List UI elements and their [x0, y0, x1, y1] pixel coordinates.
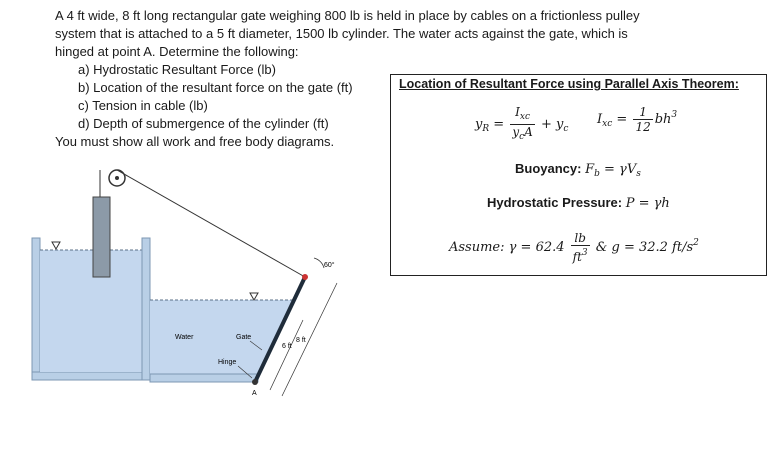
- free-surface-marker: [52, 242, 60, 249]
- problem-line: system that is attached to a 5 ft diameter, 1500 lb cylinder. The water acts against the gate, which is: [55, 26, 628, 41]
- eq-subscript: c: [519, 132, 525, 142]
- point-a-label: A: [252, 390, 257, 397]
- eq-text: y: [475, 117, 483, 132]
- fraction: [633, 105, 652, 134]
- eq-subscript: c: [563, 124, 569, 134]
- fraction: [571, 231, 590, 264]
- pulley-axle: [115, 176, 119, 180]
- fraction: [510, 105, 535, 144]
- eq-subscript: b: [594, 169, 600, 179]
- angle-label: 60°: [324, 262, 335, 269]
- eq-text: bh: [654, 112, 672, 127]
- assumption-equation: [449, 231, 699, 264]
- question-item: a) Hydrostatic Resultant Force (lb): [78, 62, 276, 77]
- hinge-label: Hinge: [218, 359, 237, 366]
- question-item: c) Tension in cable (lb): [78, 98, 208, 113]
- eq-text: I: [515, 105, 520, 119]
- hinge-point: [252, 379, 258, 385]
- question-item: d) Depth of submergence of the cylinder (ft): [78, 116, 329, 131]
- eq-text: y: [512, 125, 520, 139]
- moment-of-inertia-equation: $I_{xc}$ = $\frac{1}{12}$ $bh^3$: [597, 105, 678, 134]
- eq-text: Assume: γ = 62.4: [449, 240, 565, 255]
- problem-line: A 4 ft wide, 8 ft long rectangular gate weighing 800 lb is held in place by cables on a frictionless pulley: [55, 8, 640, 23]
- resultant-location-equation: $y_R$ = $\frac{I_{xc}}{y_cA}$ + $y_c$: [475, 105, 569, 142]
- eq-text: ft: [572, 250, 582, 264]
- formula-box: [390, 74, 767, 276]
- tank-floor-right: [150, 374, 258, 382]
- eq-text: = γV: [604, 162, 637, 177]
- eq-text: 1: [633, 105, 652, 120]
- water-label: Water: [175, 334, 194, 341]
- gate-cable-attachment: [302, 274, 308, 280]
- eq-subscript: R: [482, 124, 490, 134]
- eq-text: + y: [540, 117, 564, 132]
- eq-text: A: [524, 125, 533, 139]
- eq-superscript: 3: [671, 110, 678, 120]
- eq-text: & g = 32.2 ft/s: [595, 240, 694, 255]
- hydro-label: Hydrostatic Pressure:: [487, 195, 623, 210]
- eq-text: F: [585, 162, 595, 177]
- question-item: b) Location of the resultant force on the gate (ft): [78, 80, 353, 95]
- buoyancy-equation: [515, 161, 641, 179]
- eq-subscript: xc: [519, 112, 530, 122]
- tank-divider-wall: [142, 238, 150, 380]
- eq-text: lb: [571, 231, 590, 246]
- free-surface-marker: [250, 293, 258, 300]
- gate-diagram: [0, 150, 390, 450]
- hydrostatic-pressure-equation: [487, 195, 670, 211]
- eq-text: P = γh: [625, 196, 670, 211]
- eq-text: I: [597, 112, 603, 127]
- instruction-text: You must show all work and free body diagrams.: [55, 134, 335, 149]
- dimension-8ft-label: 8 ft: [296, 337, 306, 344]
- eq-subscript: s: [636, 169, 641, 179]
- eq-text: 12: [635, 120, 651, 134]
- problem-line: hinged at point A. Determine the following:: [55, 44, 299, 59]
- buoyancy-label: Buoyancy:: [515, 161, 582, 176]
- angle-arc: [314, 258, 324, 268]
- formula-box-title: Location of Resultant Force using Parallel Axis Theorem:: [399, 77, 739, 91]
- dimension-6ft-label: 6 ft: [282, 343, 292, 350]
- cylinder: [93, 197, 110, 277]
- eq-superscript: 3: [581, 248, 588, 258]
- gate-label: Gate: [236, 334, 252, 341]
- eq-superscript: 2: [693, 238, 699, 248]
- eq-subscript: xc: [602, 119, 613, 129]
